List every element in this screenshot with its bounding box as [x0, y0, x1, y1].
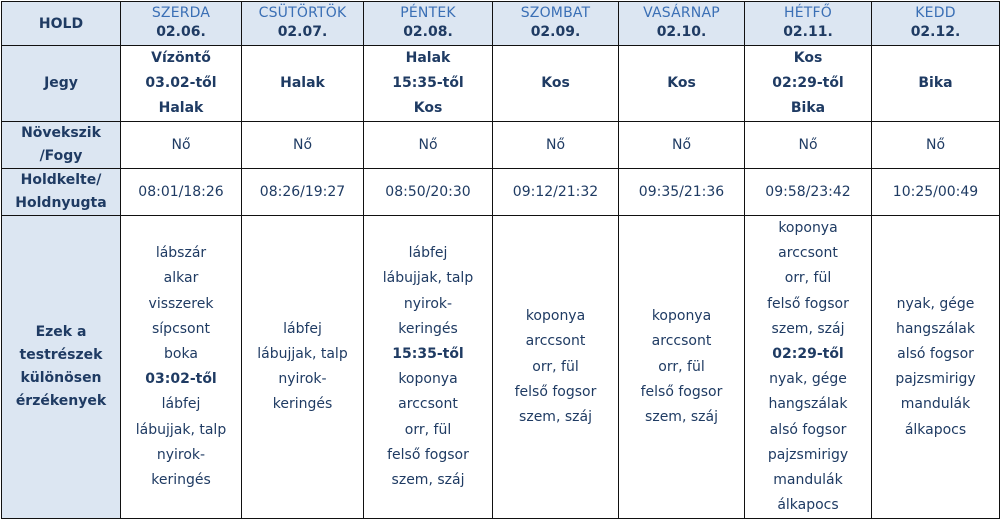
body-part: lábujjak, talp [135, 421, 227, 438]
body-part: boka [164, 346, 198, 363]
sign-text: Halak [280, 75, 325, 91]
day-name: HÉTFŐ [784, 5, 832, 21]
body-part: álkapocs [904, 421, 967, 438]
body-part: lábfej [408, 245, 448, 262]
day-date: 02.06. [156, 24, 206, 40]
day-name: VASÁRNAP [643, 5, 720, 21]
moonrise-row [2, 169, 1000, 216]
moonrise-cell: 10:25/00:49 [872, 169, 1000, 216]
body-part: keringés [398, 320, 458, 337]
sign-text: Bika [918, 75, 953, 91]
body-parts-label [2, 216, 121, 519]
body-part: orr, fül [404, 421, 452, 438]
day-date: 02.10. [656, 24, 707, 40]
phase-cell: Nő [619, 122, 745, 169]
body-part: nyak, gége [769, 371, 847, 388]
sign-text: Kos [541, 75, 570, 91]
body-part: felső fogsor [767, 295, 849, 312]
body-part: koponya [525, 308, 586, 325]
sign-cell [745, 46, 872, 122]
day-header [619, 2, 745, 46]
body-part: mandulák [900, 396, 971, 413]
body-part: orr, fül [784, 270, 832, 287]
header-row [2, 2, 1000, 46]
sign-cell [493, 46, 619, 122]
body-part: nyirok- [278, 371, 327, 388]
phase-cell: Nő [493, 122, 619, 169]
sign-text: Vízöntő [151, 50, 211, 66]
day-header [872, 2, 1000, 46]
day-name: KEDD [915, 5, 956, 21]
phase-label-line: Növekszik [21, 125, 101, 141]
body-part: arccsont [525, 333, 586, 350]
body-part: hangszálak [768, 396, 848, 413]
body-part: arccsont [778, 245, 838, 262]
phase-cell: Nő [745, 122, 872, 169]
sign-text: Halak [158, 100, 204, 116]
body-part: álkapocs [777, 497, 839, 514]
body-parts-label-line: különösen [20, 370, 102, 387]
sign-cell [121, 46, 242, 122]
time-marker: 02:29-től [772, 346, 844, 363]
body-part: arccsont [651, 333, 712, 350]
time-marker: 15:35-től [392, 346, 464, 363]
day-header [242, 2, 364, 46]
body-parts-cell [619, 216, 745, 519]
body-part: lábfej [283, 320, 322, 337]
day-header [745, 2, 872, 46]
body-part: nyirok- [156, 446, 206, 463]
body-part: orr, fül [532, 358, 579, 375]
moonrise-label [2, 169, 121, 216]
moonrise-cell: 09:12/21:32 [493, 169, 619, 216]
phase-label-line: /Fogy [39, 148, 83, 164]
body-parts-cell [121, 216, 242, 519]
day-date: 02.07. [277, 24, 328, 40]
day-header [121, 2, 242, 46]
body-part: keringés [272, 396, 333, 413]
body-part: sípcsont [152, 320, 210, 337]
sign-label: Jegy [2, 46, 121, 122]
body-parts-label-line: érzékenyek [15, 393, 107, 410]
phase-cell: Nő [872, 122, 1000, 169]
body-part: hangszálak [895, 320, 975, 337]
body-parts-cell [493, 216, 619, 519]
body-part: lábujjak, talp [257, 346, 348, 363]
body-part: koponya [398, 371, 458, 388]
body-part: alkar [163, 270, 199, 287]
sign-text: 15:35-től [392, 75, 464, 91]
day-date: 02.08. [403, 24, 453, 40]
phase-label [2, 122, 121, 169]
phase-cell: Nő [364, 122, 493, 169]
corner-label: HOLD [2, 2, 121, 46]
moonrise-cell: 09:58/23:42 [745, 169, 872, 216]
sign-text: Kos [413, 100, 443, 116]
day-date: 02.12. [910, 24, 961, 40]
day-header [493, 2, 619, 46]
moon-calendar-table [1, 1, 1000, 519]
body-parts-label-line: Ezek a [35, 324, 87, 341]
body-part: nyak, gége [896, 295, 975, 312]
time-marker: 03:02-től [145, 371, 217, 388]
body-part: lábfej [161, 396, 201, 413]
phase-cell: Nő [121, 122, 242, 169]
body-part: orr, fül [658, 358, 705, 375]
body-part: nyirok- [403, 295, 453, 312]
moonrise-label-line: Holdkelte/ [20, 172, 102, 188]
body-parts-row [2, 216, 1000, 519]
sign-row [2, 46, 1000, 122]
body-part: alsó fogsor [769, 421, 847, 438]
body-part: szem, száj [771, 320, 845, 337]
day-name: PÉNTEK [400, 5, 456, 21]
sign-text: Kos [667, 75, 696, 91]
body-part: koponya [651, 308, 712, 325]
body-parts-cell [364, 216, 493, 519]
phase-cell: Nő [242, 122, 364, 169]
moonrise-label-line: Holdnyugta [15, 195, 107, 211]
sign-cell [872, 46, 1000, 122]
sign-cell [242, 46, 364, 122]
day-name: CSÜTÖRTÖK [258, 5, 347, 21]
body-parts-cell [242, 216, 364, 519]
moonrise-cell: 08:01/18:26 [121, 169, 242, 216]
body-part: pajzsmirigy [895, 371, 976, 388]
body-part: lábujjak, talp [382, 270, 474, 287]
body-part: lábszár [155, 245, 207, 262]
sign-text: 02:29-től [772, 75, 844, 91]
day-date: 02.09. [530, 24, 581, 40]
sign-cell [364, 46, 493, 122]
body-part: szem, száj [645, 409, 718, 426]
body-part: alsó fogsor [897, 346, 974, 363]
moonrise-cell: 08:50/20:30 [364, 169, 493, 216]
body-part: koponya [778, 220, 838, 236]
body-part: felső fogsor [387, 446, 469, 463]
day-header [364, 2, 493, 46]
moonrise-cell: 08:26/19:27 [242, 169, 364, 216]
body-part: arccsont [398, 396, 458, 413]
sign-text: Kos [793, 50, 823, 66]
day-date: 02.11. [783, 24, 833, 40]
body-part: felső fogsor [640, 383, 723, 400]
body-part: szem, száj [519, 409, 592, 426]
body-part: mandulák [773, 472, 843, 489]
body-part: keringés [151, 472, 211, 489]
body-part: szem, száj [391, 472, 465, 489]
sign-cell [619, 46, 745, 122]
body-part: pajzsmirigy [767, 446, 849, 463]
body-part: visszerek [148, 295, 214, 312]
day-name: SZOMBAT [520, 5, 591, 21]
sign-text: Halak [405, 50, 451, 66]
day-name: SZERDA [151, 5, 211, 21]
sign-text: 03.02-től [145, 75, 217, 91]
body-parts-cell [872, 216, 1000, 519]
sign-text: Bika [790, 100, 826, 116]
body-part: felső fogsor [514, 383, 597, 400]
body-parts-cell [745, 216, 872, 519]
phase-row [2, 122, 1000, 169]
moonrise-cell: 09:35/21:36 [619, 169, 745, 216]
body-parts-label-line: testrészek [19, 347, 103, 364]
